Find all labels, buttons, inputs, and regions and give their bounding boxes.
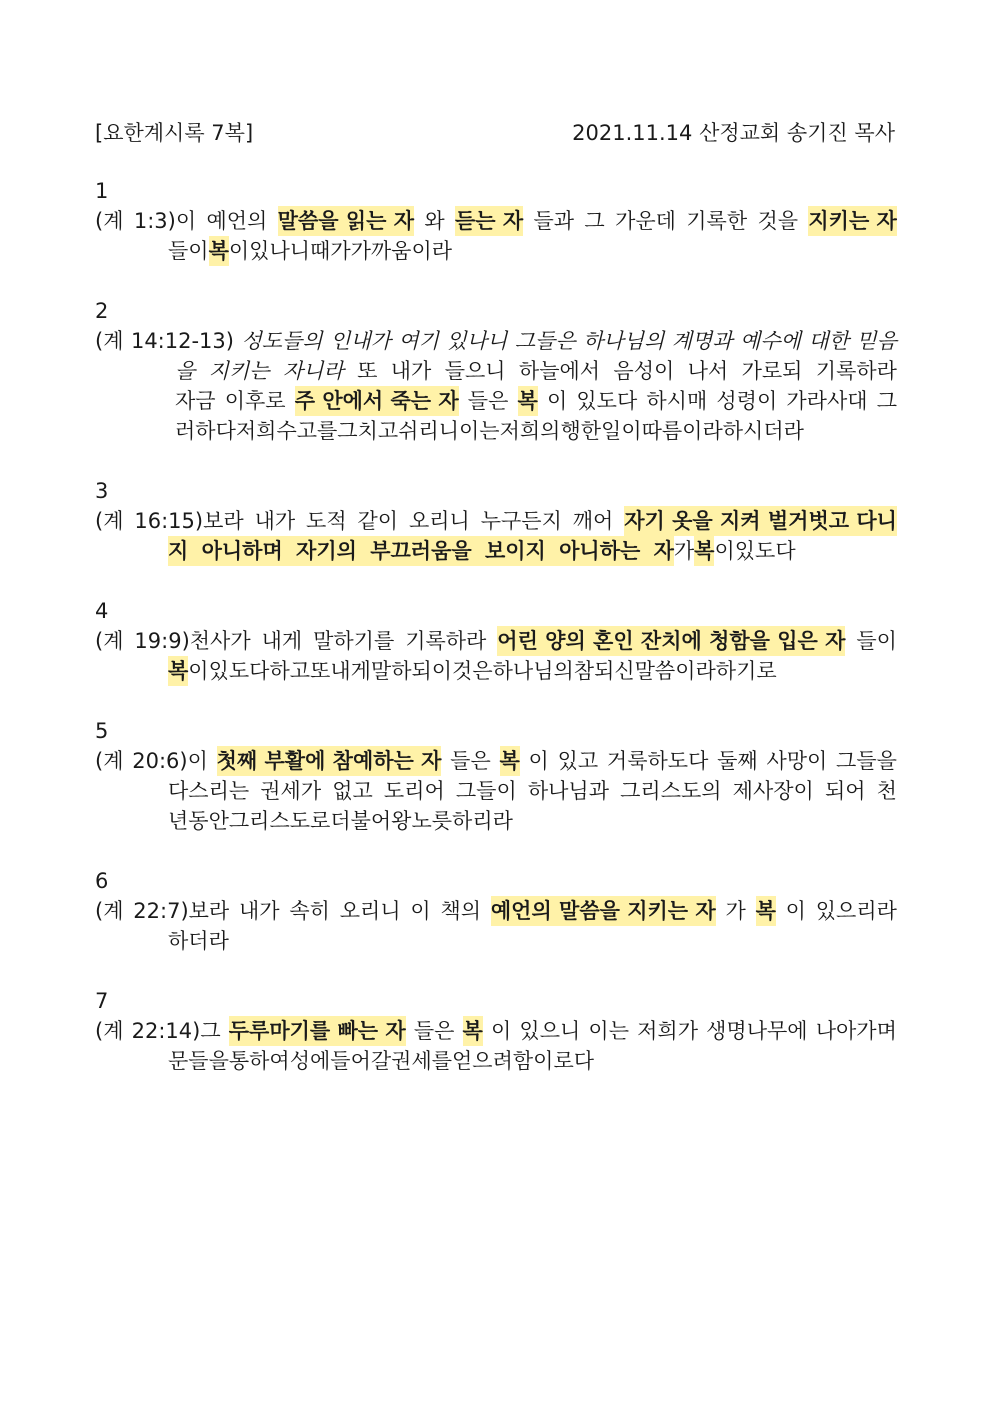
verse-word: 권세가 xyxy=(260,779,322,803)
verse-word: 다스리는 xyxy=(168,779,250,803)
verse-number: 5 xyxy=(95,719,109,743)
verse-word: 들이 xyxy=(168,239,209,263)
verse-word: 일이 xyxy=(601,419,642,443)
verse-word: 얻으려 xyxy=(452,1049,513,1073)
verse-block xyxy=(95,596,897,686)
verse-block xyxy=(95,476,897,566)
verse-word: (계 xyxy=(95,509,124,533)
verse-word: 그 xyxy=(876,389,897,413)
verse-word: 있도다 xyxy=(208,659,270,683)
italic-word: 믿음 xyxy=(856,329,897,353)
verse-word: 책의 xyxy=(440,899,482,923)
verse-line xyxy=(95,1016,897,1046)
verse-word: 도적 xyxy=(306,509,347,533)
verse-word: 내가 xyxy=(254,509,296,533)
verse-line xyxy=(168,926,897,956)
verse-line xyxy=(168,806,897,836)
verse-word: 참되신 xyxy=(573,659,635,683)
highlighted-phrase: 복 xyxy=(694,536,714,566)
verse-word: 하고 xyxy=(269,659,311,683)
verse-word: 또 xyxy=(310,659,331,683)
verse-word: 들과 xyxy=(533,209,575,233)
verse-word: 하늘에서 xyxy=(518,359,601,383)
verse-word: 가까움이라 xyxy=(350,239,453,263)
highlighted-phrase: 어린 양의 혼인 잔치에 청함을 입은 자 xyxy=(497,626,845,656)
verse-number: 2 xyxy=(95,299,109,323)
verse-word: 더불어 xyxy=(330,809,392,833)
highlighted-phrase: 첫째 부활에 참예하는 자 xyxy=(217,746,442,776)
verse-word: 이것은 xyxy=(431,659,493,683)
verse-word: 예언의 xyxy=(206,209,268,233)
verse-word: (계 xyxy=(95,1019,124,1043)
verse-word: 있도다 xyxy=(576,389,638,413)
verse-line xyxy=(168,776,897,806)
verse-word: 하나님의 xyxy=(492,659,574,683)
verse-word: 음성이 xyxy=(613,359,675,383)
highlighted-phrase: 복 xyxy=(500,746,520,776)
verse-word: 그들이 xyxy=(455,779,517,803)
verse-word: 되어 xyxy=(824,779,866,803)
verse-word: 제사장이 xyxy=(732,779,814,803)
verse-word: 가운데 xyxy=(615,209,676,233)
verse-word: 그 xyxy=(584,209,605,233)
verse-word: 이 xyxy=(528,749,549,773)
verse-number: 6 xyxy=(95,869,109,893)
verse-word: 하기로 xyxy=(715,659,777,683)
verse-number: 3 xyxy=(95,479,109,503)
verse-word: 그리스도의 xyxy=(620,779,722,803)
verse-word: 도리어 xyxy=(383,779,445,803)
verse-number: 1 xyxy=(95,179,109,203)
verse-word: 이 xyxy=(714,539,735,563)
verse-word: 이 xyxy=(410,899,431,923)
verse-word: 가로되 xyxy=(741,359,803,383)
italic-word: 지키는 xyxy=(208,359,270,383)
verse-word: 행한 xyxy=(560,419,602,443)
verse-word: 깨어 xyxy=(572,509,614,533)
verse-word: 하시더라 xyxy=(722,419,804,443)
verse-word: 이 xyxy=(228,239,250,263)
verse-word: 내가 xyxy=(390,359,432,383)
verse-number: 4 xyxy=(95,599,109,623)
verse-word: 들으니 xyxy=(444,359,506,383)
verse-word: 있으리라 xyxy=(815,899,897,923)
verse-word: 말하되 xyxy=(370,659,432,683)
verse-word: 들은 xyxy=(450,749,491,773)
verse-word: 그리스도로 xyxy=(228,809,331,833)
verse-word: 권세를 xyxy=(391,1049,453,1073)
verse-word: 가 xyxy=(725,899,746,923)
verse-block xyxy=(95,866,897,956)
verse-word: 저희의 xyxy=(499,419,561,443)
italic-word: 예수에 xyxy=(740,329,801,353)
verse-word: 같이 xyxy=(357,509,399,533)
verse-word: 하나님과 xyxy=(527,779,610,803)
verse-word: 들은 xyxy=(413,1019,455,1043)
italic-word: 하나님의 xyxy=(583,329,665,353)
verse-word: 둘째 xyxy=(717,749,758,773)
verse-word: 하시매 xyxy=(646,389,708,413)
highlighted-phrase: 자기 옷을 지켜 벌거벗고 다니 xyxy=(624,506,897,536)
italic-word: 성도들의 xyxy=(241,329,323,353)
verse-word: 가라사대 xyxy=(786,389,868,413)
sermon-info: 2021.11.14 산정교회 송기진 목사 xyxy=(572,121,895,145)
verse-line xyxy=(168,1046,897,1076)
verse-word: 22:14)그 xyxy=(131,1019,221,1043)
verse-word: 누구든지 xyxy=(480,509,562,533)
verse-word: 이는 xyxy=(459,419,500,443)
verse-word: 22:7)보라 xyxy=(133,899,230,923)
verse-line xyxy=(168,536,897,566)
verse-word: 그치고 xyxy=(337,419,399,443)
verse-word: 오리니 xyxy=(339,899,401,923)
verse-word: 년 xyxy=(168,809,189,833)
verse-line xyxy=(95,326,897,356)
verse-word: 이 xyxy=(546,389,568,413)
document-header xyxy=(95,117,895,149)
verse-line xyxy=(95,746,897,776)
verse-word: 14:12-13) xyxy=(130,329,234,353)
verse-block xyxy=(95,716,897,836)
verse-word: 있나니 xyxy=(249,239,311,263)
verse-word: 20:6)이 xyxy=(132,749,208,773)
verse-line xyxy=(175,356,897,386)
verse-word: 문들을 xyxy=(168,1049,229,1073)
highlighted-phrase: 복 xyxy=(518,386,538,416)
verse-word: 사망이 xyxy=(766,749,828,773)
verse-word: 것을 xyxy=(757,209,799,233)
verse-word: (계 xyxy=(95,209,124,233)
verse-word: 또 xyxy=(357,359,378,383)
highlighted-phrase: 지 아니하며 자기의 부끄러움을 보이지 아니하는 자 xyxy=(168,536,674,566)
verse-word: 이후로 xyxy=(224,389,286,413)
verse-word: 성령이 xyxy=(716,389,778,413)
verse-block xyxy=(95,986,897,1076)
verse-word: 속히 xyxy=(289,899,330,923)
verse-word: 들이 xyxy=(856,629,897,653)
verse-word: 가 xyxy=(673,539,695,563)
verse-word: 저희 xyxy=(235,419,277,443)
italic-word: 대한 xyxy=(808,329,849,353)
highlighted-phrase: 복 xyxy=(168,656,188,686)
verse-word: 천 xyxy=(876,779,897,803)
verse-word: 말씀이라 xyxy=(634,659,716,683)
verse-word: 동안 xyxy=(188,809,229,833)
verse-word: 이는 xyxy=(588,1019,629,1043)
verse-word: 그들을 xyxy=(836,749,897,773)
verse-word: 16:15)보라 xyxy=(134,509,244,533)
verse-word: 있고 xyxy=(557,749,599,773)
verse-word: (계 xyxy=(95,629,124,653)
highlighted-phrase: 지키는 자 xyxy=(808,206,896,236)
verse-line xyxy=(95,626,897,656)
verse-word: 내게 xyxy=(261,629,303,653)
verse-word: 이 xyxy=(490,1019,512,1043)
italic-word: 있나니 xyxy=(446,329,508,353)
italic-word: 계명과 xyxy=(671,329,733,353)
verse-line xyxy=(95,896,897,926)
highlighted-phrase: 복 xyxy=(209,236,229,266)
italic-word: 을 xyxy=(175,359,196,383)
verse-word: 이 xyxy=(785,899,806,923)
verse-word: (계 xyxy=(95,329,124,353)
verse-word: (계 xyxy=(95,899,124,923)
verse-word: 함이로다 xyxy=(512,1049,595,1073)
verse-word: 기록하라 xyxy=(815,359,897,383)
italic-word: 인내가 xyxy=(330,329,391,353)
highlighted-phrase: 말씀을 읽는 자 xyxy=(278,206,414,236)
verse-line xyxy=(95,506,897,536)
verse-word: 들은 xyxy=(467,389,509,413)
highlighted-phrase: 주 안에서 죽는 자 xyxy=(295,386,459,416)
verse-word: (계 xyxy=(95,749,124,773)
verse-word: 러하다 xyxy=(175,419,236,443)
verse-word: 기록하라 xyxy=(405,629,487,653)
verse-word: 나서 xyxy=(687,359,729,383)
italic-word: 자니라 xyxy=(282,359,344,383)
verse-word: 나아가며 xyxy=(815,1019,897,1043)
verse-word: 19:9)천사가 xyxy=(134,629,251,653)
highlighted-phrase: 예언의 말씀을 지키는 자 xyxy=(491,896,716,926)
highlighted-phrase: 두루마기를 빠는 자 xyxy=(229,1016,406,1046)
verse-word: 따름이라 xyxy=(641,419,723,443)
verse-word: 하더라 xyxy=(168,929,229,953)
verse-word: 있도다 xyxy=(734,539,796,563)
verse-word: 있으니 xyxy=(519,1019,581,1043)
document-title: [요한계시록 7복] xyxy=(95,121,254,145)
verse-word: 이 xyxy=(188,659,209,683)
verse-word: 하리라 xyxy=(452,809,513,833)
verse-word: 생명나무에 xyxy=(706,1019,808,1043)
verse-line xyxy=(168,656,897,686)
verse-line xyxy=(95,206,897,236)
verse-word: 통하여 xyxy=(228,1049,290,1073)
verse-word: 기록한 xyxy=(686,209,748,233)
verse-block xyxy=(95,296,897,446)
italic-word: 그들은 xyxy=(514,329,576,353)
highlighted-phrase: 듣는 자 xyxy=(455,206,523,236)
verse-block xyxy=(95,176,897,266)
verse-line xyxy=(175,386,897,416)
verse-word: 내게 xyxy=(330,659,371,683)
highlighted-phrase: 복 xyxy=(756,896,776,926)
verse-word: 없고 xyxy=(332,779,373,803)
verse-word: 노릇 xyxy=(411,809,453,833)
verse-word: 때가 xyxy=(310,239,351,263)
verse-word: 1:3)이 xyxy=(133,209,197,233)
verse-word: 수고를 xyxy=(276,419,338,443)
verse-line xyxy=(168,236,897,266)
verse-word: 저희가 xyxy=(637,1019,698,1043)
verse-word: 와 xyxy=(424,209,445,233)
verse-number: 7 xyxy=(95,989,109,1013)
highlighted-phrase: 복 xyxy=(463,1016,483,1046)
verse-word: 쉬리니 xyxy=(398,419,460,443)
verse-word: 오리니 xyxy=(408,509,470,533)
verse-word: 자금 xyxy=(175,389,216,413)
verse-word: 들어갈 xyxy=(330,1049,392,1073)
verse-word: 거룩하도다 xyxy=(606,749,709,773)
verse-word: 말하기를 xyxy=(313,629,395,653)
verse-word: 성에 xyxy=(289,1049,331,1073)
verse-line xyxy=(175,416,897,446)
verse-word: 왕 xyxy=(391,809,412,833)
italic-word: 여기 xyxy=(398,329,439,353)
verse-word: 내가 xyxy=(239,899,280,923)
